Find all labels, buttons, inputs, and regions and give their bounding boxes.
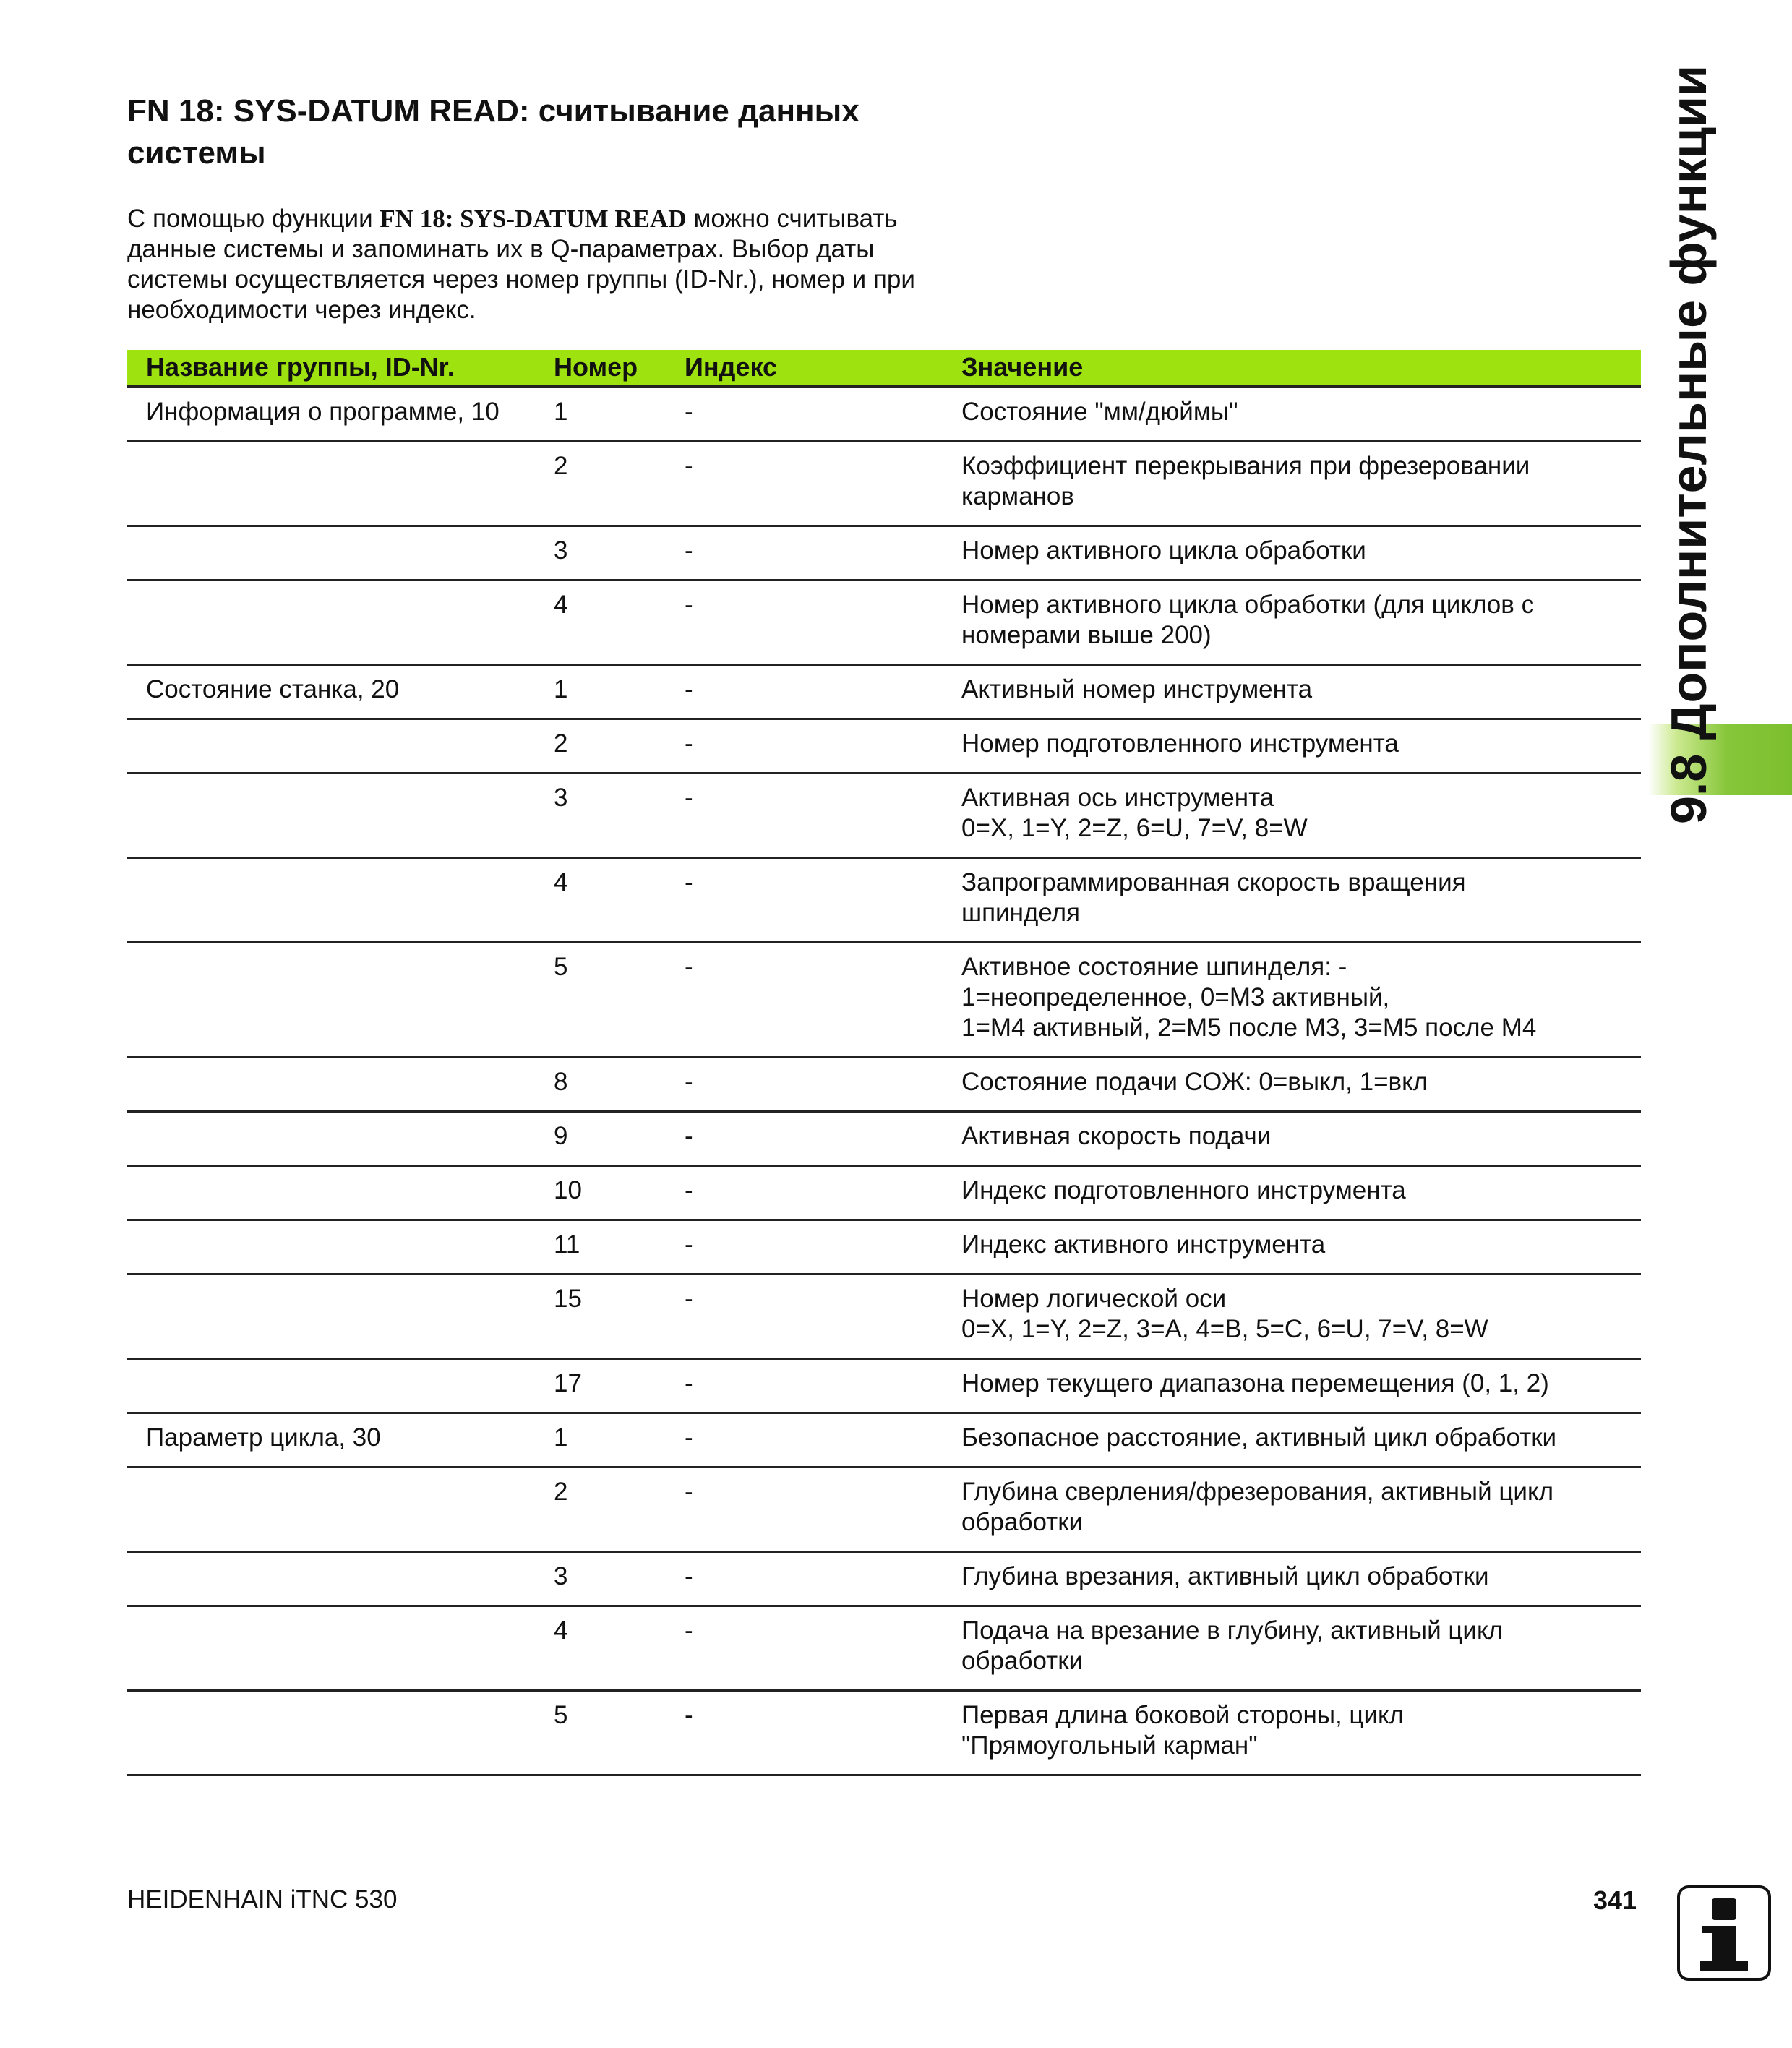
header-value: Значение	[961, 352, 1084, 382]
cell-number: 17	[554, 1369, 582, 1397]
cell-value	[961, 451, 1641, 512]
cell-group	[127, 1616, 554, 1676]
cell-number: 4	[554, 1616, 568, 1645]
table-row	[127, 388, 1641, 442]
cell-group	[127, 867, 554, 928]
cell-value-line: Состояние "мм/дюймы"	[961, 398, 1238, 426]
cell-group	[127, 590, 554, 651]
intro-paragraph	[127, 204, 980, 325]
cell-value	[961, 674, 1641, 705]
cell-group	[127, 1121, 554, 1152]
cell-value-line: "Прямоугольный карман"	[961, 1731, 1258, 1760]
table-row	[127, 1058, 1641, 1113]
cell-value-line: Подача на врезание в глубину, активный цикл	[961, 1616, 1504, 1645]
info-icon	[1677, 1885, 1771, 1981]
cell-value-line: 0=X, 1=Y, 2=Z, 6=U, 7=V, 8=W	[961, 814, 1308, 842]
cell-group	[127, 952, 554, 1043]
cell-index: -	[685, 591, 693, 619]
cell-number: 3	[554, 784, 568, 812]
cell-value	[961, 1477, 1641, 1538]
table-header	[127, 350, 1641, 388]
table-row	[127, 442, 1641, 527]
cell-number: 9	[554, 1122, 568, 1150]
header-index: Индекс	[685, 352, 778, 382]
cell-index: -	[685, 1616, 693, 1645]
cell-value	[961, 1067, 1641, 1097]
cell-index: -	[685, 729, 693, 758]
table-row	[127, 1275, 1641, 1360]
cell-number: 4	[554, 868, 568, 896]
cell-number: 4	[554, 591, 568, 619]
cell-index: -	[685, 1369, 693, 1397]
cell-value-line: Номер активного цикла обработки	[961, 536, 1366, 565]
cell-value	[961, 536, 1641, 566]
cell-index: -	[685, 1176, 693, 1204]
cell-number: 3	[554, 1562, 568, 1590]
table-row	[127, 581, 1641, 666]
page-title-line2: системы	[127, 135, 266, 171]
cell-group	[127, 1284, 554, 1345]
cell-value	[961, 1561, 1641, 1592]
cell-group: Информация о программе, 10	[146, 398, 500, 426]
cell-index: -	[685, 452, 693, 480]
table-row	[127, 1113, 1641, 1167]
table-row	[127, 1607, 1641, 1692]
cell-value	[961, 729, 1641, 759]
cell-group	[127, 1700, 554, 1761]
table-row	[127, 1221, 1641, 1275]
table-row	[127, 943, 1641, 1058]
cell-value	[961, 783, 1641, 844]
page-number: 341	[1593, 1885, 1637, 1915]
cell-index: -	[685, 398, 693, 426]
cell-index: -	[685, 1478, 693, 1506]
cell-value	[961, 1616, 1641, 1676]
cell-number: 11	[554, 1230, 580, 1259]
cell-number: 3	[554, 536, 568, 565]
cell-value-line: номерами выше 200)	[961, 621, 1212, 649]
cell-number: 2	[554, 452, 568, 480]
cell-value-line: Безопасное расстояние, активный цикл обработки	[961, 1423, 1557, 1452]
cell-value-line: Запрограммированная скорость вращения	[961, 868, 1466, 896]
cell-number: 2	[554, 1478, 568, 1506]
cell-value-line: обработки	[961, 1647, 1084, 1675]
cell-group	[127, 536, 554, 566]
cell-value	[961, 1121, 1641, 1152]
cell-value-line: Номер подготовленного инструмента	[961, 729, 1399, 758]
cell-index: -	[685, 1562, 693, 1590]
info-icon-stem	[1712, 1926, 1736, 1962]
cell-index: -	[685, 1122, 693, 1150]
cell-index: -	[685, 1230, 693, 1259]
cell-value-line: Индекс подготовленного инструмента	[961, 1176, 1406, 1204]
cell-value-line: Активный номер инструмента	[961, 675, 1313, 703]
cell-index: -	[685, 1068, 693, 1096]
cell-value	[961, 1368, 1641, 1399]
cell-value-line: Номер логической оси	[961, 1285, 1227, 1313]
header-number: Номер	[554, 352, 638, 382]
info-icon-dot	[1712, 1898, 1736, 1920]
table-row	[127, 1468, 1641, 1553]
cell-group	[127, 1230, 554, 1260]
cell-value-line: шпинделя	[961, 899, 1081, 927]
cell-value	[961, 1284, 1641, 1345]
cell-value-line: Глубина сверления/фрезерования, активный цикл	[961, 1478, 1554, 1506]
cell-group: Параметр цикла, 30	[146, 1423, 381, 1452]
cell-value-line: Первая длина боковой стороны, цикл	[961, 1701, 1405, 1729]
cell-value-line: 1=M4 активный, 2=M5 после M3, 3=M5 после M4	[961, 1014, 1537, 1042]
cell-value	[961, 1700, 1641, 1761]
cell-number: 8	[554, 1068, 568, 1096]
cell-value-line: обработки	[961, 1508, 1084, 1536]
table-row	[127, 666, 1641, 720]
cell-value-line: Коэффициент перекрывания при фрезеровании	[961, 452, 1530, 480]
cell-value-line: 1=неопределенное, 0=M3 активный,	[961, 983, 1390, 1011]
table-row	[127, 859, 1641, 943]
cell-index: -	[685, 1285, 693, 1313]
cell-value-line: карманов	[961, 482, 1074, 510]
cell-value-line: Глубина врезания, активный цикл обработки	[961, 1562, 1489, 1590]
cell-group	[127, 1561, 554, 1592]
intro-before: С помощью функции	[127, 205, 380, 233]
table-row	[127, 774, 1641, 859]
cell-value-line: 0=X, 1=Y, 2=Z, 3=A, 4=B, 5=C, 6=U, 7=V, 8=W	[961, 1315, 1488, 1343]
sys-datum-table	[127, 350, 1641, 1776]
cell-index: -	[685, 675, 693, 703]
cell-group: Состояние станка, 20	[146, 675, 400, 703]
page-title-line1: FN 18: SYS-DATUM READ: считывание данных	[127, 93, 859, 129]
page-title	[127, 90, 995, 174]
side-tab-label: 9.8 Дополнительные функции	[1660, 64, 1717, 824]
intro-function-name: FN 18: SYS-DATUM READ	[380, 205, 687, 233]
header-group: Название группы, ID-Nr.	[146, 352, 455, 382]
cell-group	[127, 451, 554, 512]
footer-product: HEIDENHAIN iTNC 530	[127, 1885, 398, 1914]
cell-index: -	[685, 1423, 693, 1452]
cell-group	[127, 1175, 554, 1206]
cell-value	[961, 397, 1641, 427]
cell-value	[961, 867, 1641, 928]
cell-index: -	[685, 953, 693, 981]
intro-after: можно считывать данные системы и запоминать их в Q-параметрах. Выбор даты системы осуществляется через номер группы (ID-Nr.), номер и при необходимости через индекс.	[127, 205, 915, 324]
cell-value	[961, 1230, 1641, 1260]
cell-value-line: Индекс активного инструмента	[961, 1230, 1326, 1259]
table-body	[127, 388, 1641, 1776]
table-row	[127, 1692, 1641, 1776]
cell-value-line: Активная скорость подачи	[961, 1122, 1272, 1150]
cell-group	[127, 729, 554, 759]
cell-value	[961, 952, 1641, 1043]
cell-index: -	[685, 784, 693, 812]
cell-index: -	[685, 536, 693, 565]
cell-value-line: Активная ось инструмента	[961, 784, 1274, 812]
cell-number: 1	[554, 398, 568, 426]
cell-group	[127, 1368, 554, 1399]
table-row	[127, 1553, 1641, 1607]
table-row	[127, 720, 1641, 774]
cell-value-line: Состояние подачи СОЖ: 0=выкл, 1=вкл	[961, 1068, 1428, 1096]
cell-index: -	[685, 868, 693, 896]
table-row	[127, 1360, 1641, 1414]
table-row	[127, 1414, 1641, 1468]
cell-value	[961, 1423, 1641, 1453]
cell-group	[127, 783, 554, 844]
cell-number: 5	[554, 953, 568, 981]
cell-number: 5	[554, 1701, 568, 1729]
info-icon-base	[1700, 1961, 1748, 1971]
cell-index: -	[685, 1701, 693, 1729]
table-row	[127, 527, 1641, 581]
cell-number: 2	[554, 729, 568, 758]
cell-group	[127, 1067, 554, 1097]
cell-group	[127, 1477, 554, 1538]
cell-number: 15	[554, 1285, 582, 1313]
cell-number: 1	[554, 675, 568, 703]
cell-value	[961, 590, 1641, 651]
cell-value-line: Номер текущего диапазона перемещения (0, 1, 2)	[961, 1369, 1549, 1397]
cell-value-line: Активное состояние шпинделя: -	[961, 953, 1347, 981]
cell-value	[961, 1175, 1641, 1206]
cell-number: 10	[554, 1176, 582, 1204]
cell-number: 1	[554, 1423, 568, 1452]
cell-value-line: Номер активного цикла обработки (для циклов с	[961, 591, 1535, 619]
table-row	[127, 1167, 1641, 1221]
